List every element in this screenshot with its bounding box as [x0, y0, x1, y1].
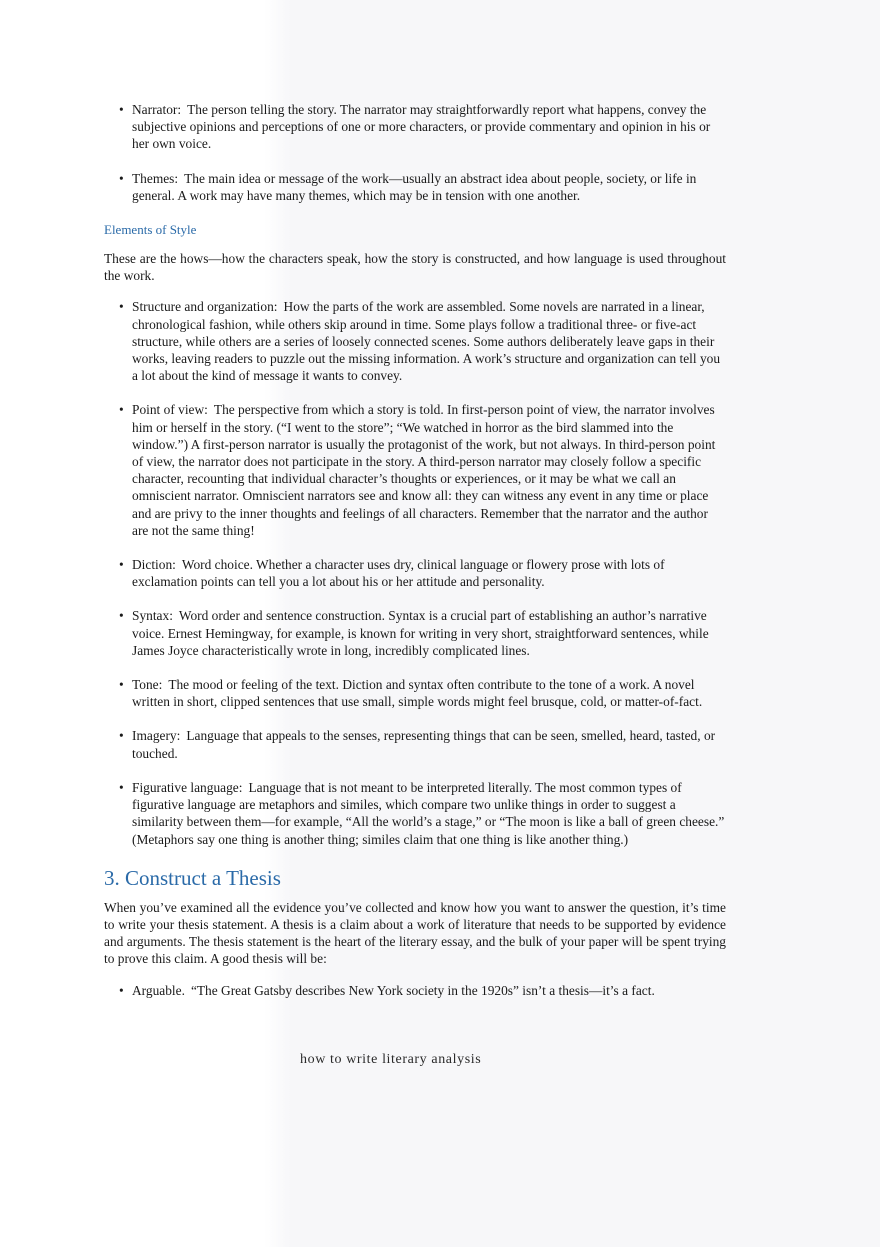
list-item-figurative-language: • Figurative language: Language that is not meant to be interpreted literally. The most common types of figurative language are metaphors and similes, which compare two unlike things in order to suggest a similarity between them—for example, “All the world’s a stage,” or “The moon is like a ball of green cheese.” (Metaphors say one thing is another thing; similes claim that one thing is like another thing.) [119, 779, 725, 847]
list-item-themes: • Themes: The main idea or message of the work—usually an abstract idea about people, society, or life in general. A work may have many themes, which may be in tension with one another. [119, 170, 697, 203]
page-content [104, 101, 726, 1016]
section-heading-elements-of-style: Elements of Style [104, 222, 197, 238]
list-item-diction: • Diction: Word choice. Whether a character uses dry, clinical language or flowery prose with lots of exclamation points can tell you a lot about his or her attitude and personality. [119, 557, 665, 590]
term-label: Structure and organization: [132, 299, 278, 315]
term-definition: How the parts of the work are assembled. Some novels are narrated in a linear, chronological fashion, while others skip around in time. Some plays follow a traditional three- or five-act structure, while others are a series of loosely connected scenes. Some authors deliberately leave gaps in their works, leaving readers to puzzle out the missing information. A work’s structure and organization can tell you a lot about the kind of message it wants to convey. [132, 299, 721, 384]
term-label: Themes: [132, 170, 179, 186]
page-footer: how to write literary analysis [300, 1052, 482, 1067]
term-label: Figurative language: [132, 779, 243, 795]
list-item-tone: • Tone: The mood or feeling of the text. Diction and syntax often contribute to the tone of a work. A novel written in short, clipped sentences that use small, simple words might feel brusque, cold, or matter-of-fact. [119, 677, 703, 710]
paragraph-thesis-intro: When you’ve examined all the evidence you’ve collected and know how you want to answer the question, it’s time to write your thesis statement. A thesis is a claim about a work of literature that needs to be supported by evidence and arguments. The thesis statement is the heart of the literary essay, and the bulk of your paper will be spent trying to prove this claim. A good thesis will be: [104, 899, 726, 967]
list-item-imagery: • Imagery: Language that appeals to the senses, representing things that can be seen, smelled, heard, tasted, or touched. [119, 728, 716, 761]
list-item-syntax: • Syntax: Word order and sentence construction. Syntax is a crucial part of establishing an author’s narrative voice. Ernest Hemingway, for example, is known for writing in very short, straightforward sentences, while James Joyce characteristically wrote in long, incredibly complicated lines. [119, 608, 709, 658]
list-item-point-of-view: • Point of view: The perspective from which a story is told. In first-person point of view, the narrator involves him or herself in the story. (“I went to the store”; “We watched in horror as the bird slammed into the window.”) A first-person narrator is usually the protagonist of the work, but not always. In third-person point of view, the narrator does not participate in the story. A third-person narrator may closely follow a specific character, recounting that individual character’s thoughts or experiences, or it may be what we call an omniscient narrator. Omniscient narrators see and know all: they can witness any event in any time or place and are privy to the inner thoughts and feelings of all characters. Remember that the narrator and the author are not the same thing! [119, 402, 716, 538]
term-definition: Word order and sentence construction. Syntax is a crucial part of establishing an author’s narrative voice. Ernest Hemingway, for example, is known for writing in very short, straightforward sentences, while James Joyce characteristically wrote in long, incredibly complicated lines. [132, 608, 709, 658]
term-definition: The person telling the story. The narrator may straightforwardly report what happens, convey the subjective opinions and perceptions of one or more characters, or provide commentary and opinion in his or her own voice. [132, 102, 711, 152]
list-item-structure: • Structure and organization: How the parts of the work are assembled. Some novels are narrated in a linear, chronological fashion, while others skip around in time. Some plays follow a traditional three- or five-act structure, while others are a series of loosely connected scenes. Some authors deliberately leave gaps in their works, leaving readers to puzzle out the missing information. A work’s structure and organization can tell you a lot about the kind of message it wants to convey. [119, 299, 721, 384]
list-item-narrator: • Narrator: The person telling the story. The narrator may straightforwardly report what happens, convey the subjective opinions and perceptions of one or more characters, or provide commentary and opinion in his or her own voice. [119, 102, 711, 152]
section-heading-construct-thesis: 3. Construct a Thesis [104, 865, 281, 890]
list-item-arguable: • Arguable. “The Great Gatsby describes New York society in the 1920s” isn’t a thesis—it’s a fact. [119, 982, 655, 998]
term-label: Arguable. [132, 982, 185, 998]
term-label: Imagery: [132, 728, 181, 744]
term-definition: The main idea or message of the work—usually an abstract idea about people, society, or life in general. A work may have many themes, which may be in tension with one another. [132, 170, 697, 203]
term-definition: Language that is not meant to be interpreted literally. The most common types of figurative language are metaphors and similes, which compare two unlike things in order to suggest a similarity between them—for example, “All the world’s a stage,” or “The moon is like a ball of green cheese.” (Metaphors say one thing is another thing; similes claim that one thing is like another thing.) [132, 779, 725, 847]
term-label: Narrator: [132, 102, 182, 117]
term-label: Diction: [132, 557, 176, 573]
term-label: Point of view: [132, 402, 208, 418]
term-definition: The perspective from which a story is told. In first-person point of view, the narrator involves him or herself in the story. (“I went to the store”; “We watched in horror as the bird slammed into the window.”) A first-person narrator is usually the protagonist of the work, but not always. In third-person point of view, the narrator does not participate in the story. A third-person narrator may closely follow a specific character, recounting that individual character’s thoughts or experiences, or it may be what we call an omniscient narrator. Omniscient narrators see and know all: they can witness any event in any time or place and are privy to the inner thoughts and feelings of all characters. Remember that the narrator and the author are not the same thing! [132, 402, 716, 538]
term-label: Syntax: [132, 608, 173, 624]
term-definition: Word choice. Whether a character uses dry, clinical language or flowery prose with lots of exclamation points can tell you a lot about his or her attitude and personality. [132, 557, 665, 590]
term-definition: The mood or feeling of the text. Diction and syntax often contribute to the tone of a work. A novel written in short, clipped sentences that use small, simple words might feel brusque, cold, or matter-of-fact. [132, 677, 703, 710]
term-definition: Language that appeals to the senses, representing things that can be seen, smelled, heard, tasted, or touched. [132, 728, 716, 761]
term-label: Tone: [132, 677, 163, 693]
term-definition: “The Great Gatsby describes New York society in the 1920s” isn’t a thesis—it’s a fact. [190, 982, 655, 998]
paragraph-style-intro: These are the hows—how the characters speak, how the story is constructed, and how language is used throughout the work. [104, 251, 726, 284]
